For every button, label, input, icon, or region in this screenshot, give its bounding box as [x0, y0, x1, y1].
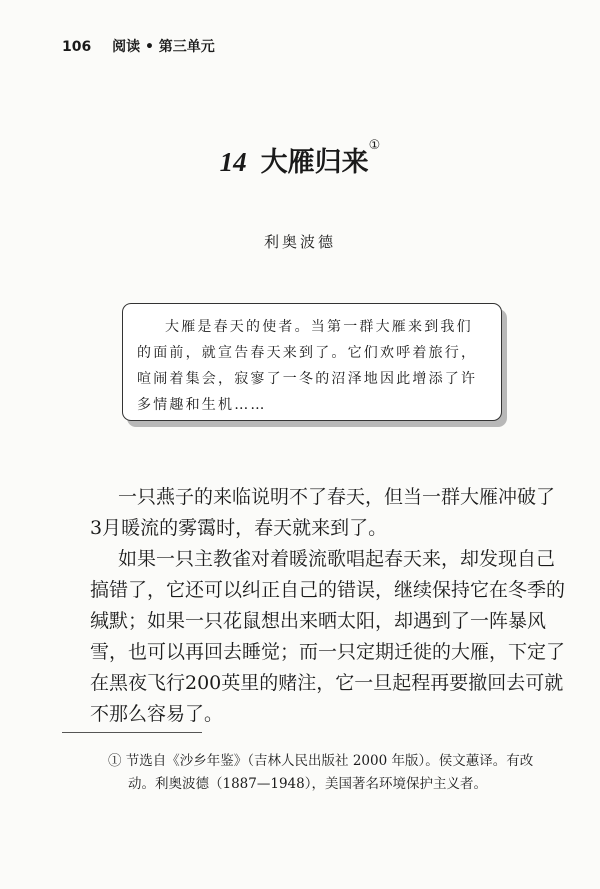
paragraph	[90, 482, 560, 544]
footnote-divider	[62, 732, 202, 733]
lesson-title-text: 大雁归来	[260, 147, 369, 178]
intro-line: 喧闹着集会，寂寥了一冬的沼泽地因此增添了许	[137, 371, 478, 387]
text-line: 一只燕子的来临说明不了春天，但当一群大雁冲破了	[118, 486, 556, 508]
lesson-title	[0, 140, 600, 179]
lesson-number: 14	[219, 147, 247, 177]
footnote-line: ① 节选自《沙乡年鉴》（吉林人民出版社 2000 年版）。侯文蕙译。有改	[108, 753, 534, 769]
body-text	[90, 482, 566, 730]
text-line: 搞错了，它还可以纠正自己的错误，继续保持它在冬季的	[90, 579, 566, 601]
running-header	[62, 36, 215, 56]
text-line: 如果一只主教雀对着暖流歌唱起春天来，却发现自己	[118, 548, 556, 570]
intro-box	[122, 303, 502, 421]
text-line: 在黑夜飞行200英里的赌注，它一旦起程再要撤回去可就	[90, 672, 564, 694]
intro-line: 的面前，就宣告春天来到了。它们欢呼着旅行，	[137, 345, 478, 361]
footnote	[108, 750, 533, 796]
text-line: 缄默；如果一只花鼠想出来晒太阳，却遇到了一阵暴风	[90, 610, 547, 632]
intro-line: 多情趣和生机……	[137, 397, 267, 413]
page-number: 106	[62, 39, 92, 55]
paragraph	[90, 544, 566, 730]
footnote-mark: ①	[368, 138, 381, 153]
text-line: 雪，也可以再回去睡觉；而一只定期迁徙的大雁，下定了	[90, 641, 566, 663]
intro-line: 大雁是春天的使者。当第一群大雁来到我们	[165, 319, 473, 335]
author: 利奥波德	[263, 233, 336, 251]
section-label: 阅读 • 第三单元	[112, 39, 215, 55]
text-line: 不那么容易了。	[90, 703, 224, 725]
text-line: 3月暖流的雾霭时，春天就来到了。	[90, 517, 388, 539]
footnote-line: 动。利奥波德（1887—1948），美国著名环境保护主义者。	[128, 776, 487, 792]
